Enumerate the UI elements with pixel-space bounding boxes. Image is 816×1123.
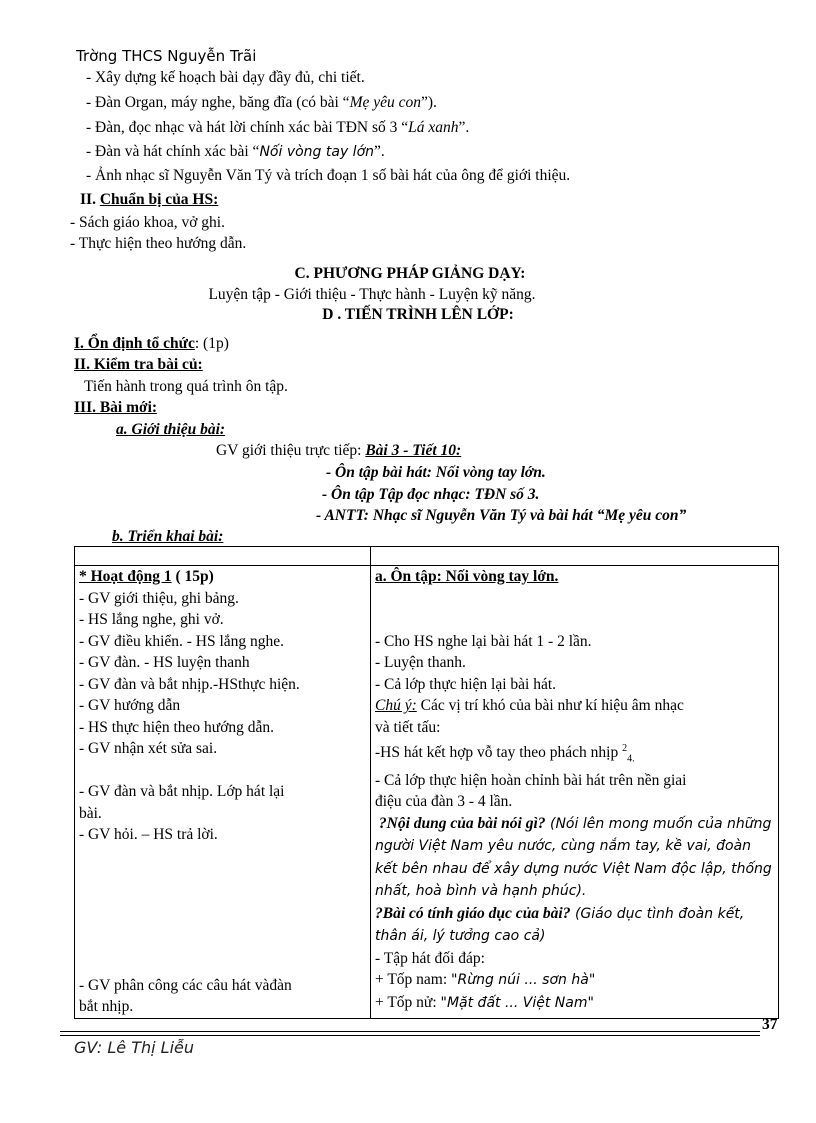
activity-table bbox=[74, 546, 779, 1019]
note-line: Chú ý: Các vị trí khó của bài như kí hiệu âm nhạc bbox=[375, 697, 684, 714]
spacer bbox=[79, 760, 366, 782]
teaching-methods: Luyện tập - Giới thiệu - Thực hành - Luyện kỹ năng. bbox=[208, 286, 536, 303]
content-title: a. Ôn tập: Nối vòng tay lớn. bbox=[375, 568, 559, 585]
page-number: 37 bbox=[762, 1016, 778, 1033]
activity-line: bắt nhịp. bbox=[79, 998, 134, 1015]
list-item: - Đàn và hát chính xác bài “Nối vòng tay lớn”. bbox=[86, 143, 385, 160]
school-header: Trờng THCS Nguyễn Trãi bbox=[76, 47, 257, 65]
list-item: - Sách giáo khoa, vở ghi. bbox=[70, 214, 225, 231]
deploy-heading: b. Triển khai bài: bbox=[112, 528, 224, 545]
intro-heading: a. Giới thiệu bài: bbox=[116, 421, 226, 438]
section-c-title: C. PHƯƠNG PHÁP GIẢNG DẠY: bbox=[294, 265, 526, 282]
list-item: - Thực hiện theo hướng dẫn. bbox=[70, 235, 247, 252]
step-2: II. Kiểm tra bài củ: bbox=[74, 356, 203, 373]
content-line: + Tốp nử: "Mặt đất ... Việt Nam" bbox=[375, 993, 594, 1011]
activity-line: - GV đàn và bắt nhịp.-HSthực hiện. bbox=[79, 675, 300, 693]
teacher-student-activities bbox=[75, 566, 371, 1019]
spacer bbox=[79, 846, 366, 975]
student-prep-heading: II. Chuẩn bị của HS: bbox=[80, 191, 219, 208]
topic-2: - Ôn tập Tập đọc nhạc: TĐN số 3. bbox=[322, 486, 540, 503]
activity-line: - GV phân công các câu hát vàđàn bbox=[79, 976, 292, 994]
activity-line: - GV đàn và bắt nhịp. Lớp hát lại bbox=[79, 783, 285, 800]
header-cell bbox=[75, 547, 371, 566]
activity-line: - GV nhận xét sửa sai. bbox=[79, 740, 218, 757]
topic-3: - ANTT: Nhạc sĩ Nguyễn Văn Tý và bài hát “Mẹ yêu con” bbox=[316, 507, 687, 524]
table-row bbox=[75, 566, 779, 1019]
header-cell bbox=[371, 547, 779, 566]
footer-divider bbox=[60, 1035, 760, 1036]
list-item: - Đàn, đọc nhạc và hát lời chính xác bài TĐN số 3 “Lá xanh”. bbox=[86, 119, 470, 136]
step-1: I. Ổn định tổ chức: (1p) bbox=[74, 335, 229, 352]
intro-line: GV giới thiệu trực tiếp: Bài 3 - Tiết 10: bbox=[216, 442, 462, 459]
content-line: điệu của đàn 3 - 4 lần. bbox=[375, 793, 513, 811]
table-header-row bbox=[75, 547, 779, 566]
spacer bbox=[375, 588, 774, 631]
section-d-title: D . TIẾN TRÌNH LÊN LỚP: bbox=[322, 306, 514, 323]
content-line: - Tập hát đối đáp: bbox=[375, 949, 485, 967]
activity-line: - GV đàn. - HS luyện thanh bbox=[79, 654, 250, 671]
activity-line: - GV điều khiển. - HS lắng nghe. bbox=[79, 632, 285, 650]
activity-line: - GV giới thiệu, ghi bảng. bbox=[79, 589, 239, 607]
question-1: ?Nội dung của bài nói gì? (Nói lên mong muốn của những người Việt Nam yêu nước, cùng nắm tay, kề vai, đoàn kết bên nhau để xây dựng nước Việt Nam độc lập, thống nhất, hoà bình và hạnh phúc). bbox=[375, 814, 772, 900]
activity-line: - HS thực hiện theo hướng dẫn. bbox=[79, 718, 275, 736]
activity-title: * Hoạt động 1 ( 15p) bbox=[79, 568, 214, 585]
activity-line: bài. bbox=[79, 804, 102, 822]
content-line: và tiết tấu: bbox=[375, 718, 441, 736]
content-line: - Cả lớp thực hiện hoàn chỉnh bài hát trên nền giai bbox=[375, 771, 687, 789]
content-line: - Cả lớp thực hiện lại bài hát. bbox=[375, 675, 557, 693]
list-item: - Đàn Organ, máy nghe, băng đĩa (có bài “Mẹ yêu con”). bbox=[86, 94, 437, 111]
list-item: - Ảnh nhạc sĩ Nguyễn Văn Tý và trích đoạn 1 số bài hát của ông để giới thiệu. bbox=[86, 167, 571, 184]
activity-line: - HS lắng nghe, ghi vở. bbox=[79, 611, 224, 628]
content-line: - Cho HS nghe lại bài hát 1 - 2 lần. bbox=[375, 632, 592, 650]
list-item: - Xây dựng kế hoạch bài dạy đầy đủ, chi tiết. bbox=[86, 69, 365, 86]
teacher-name: GV: Lê Thị Liễu bbox=[74, 1038, 195, 1057]
activity-line: - GV hướng dẫn bbox=[79, 697, 181, 714]
content-column bbox=[371, 566, 779, 1019]
question-2: ?Bài có tính giáo dục của bài? (Giáo dục tình đoàn kết, thân ái, lý tưởng cao cả) bbox=[375, 904, 745, 945]
topic-1: - Ôn tập bài hát: Nối vòng tay lớn. bbox=[326, 464, 546, 481]
footer-divider bbox=[60, 1031, 760, 1032]
step-3: III. Bài mới: bbox=[74, 399, 158, 416]
content-line: - Luyện thanh. bbox=[375, 654, 466, 671]
step-2-text: Tiến hành trong quá trình ôn tập. bbox=[84, 378, 288, 395]
content-line: + Tốp nam: "Rừng núi ... sơn hà" bbox=[375, 971, 596, 989]
activity-line: - GV hỏi. – HS trả lời. bbox=[79, 826, 218, 843]
content-line: -HS hát kết hợp vỗ tay theo phách nhịp $^2_{4.}$ bbox=[375, 743, 635, 765]
